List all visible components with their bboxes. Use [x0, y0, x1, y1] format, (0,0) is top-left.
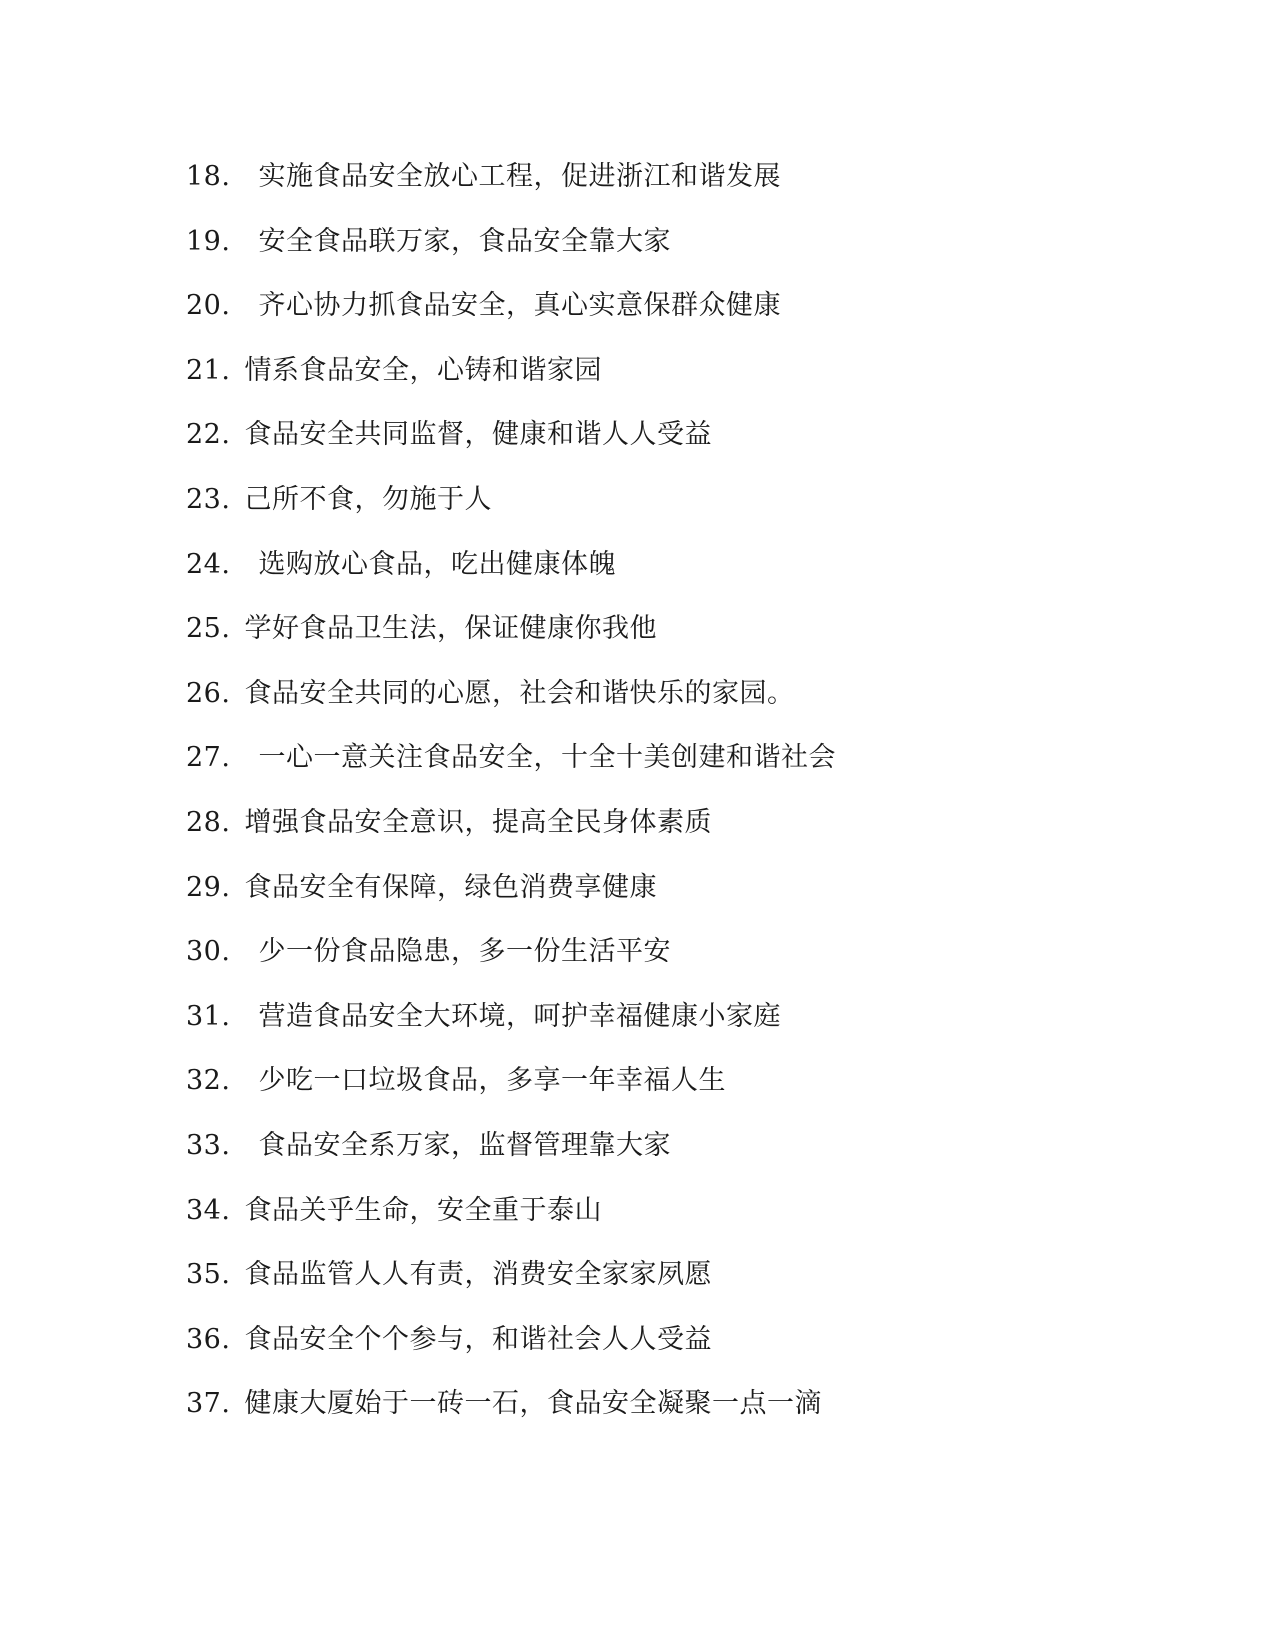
- list-item: [186, 1380, 1086, 1445]
- item-number: 18.: [186, 161, 231, 192]
- slogan-list: [186, 153, 1086, 1445]
- list-item: [186, 864, 1086, 929]
- item-text: 食品安全系万家，监督管理靠大家: [258, 1129, 671, 1161]
- list-item: [186, 670, 1086, 735]
- item-text: 食品监管人人有责，消费安全家家夙愿: [244, 1259, 712, 1291]
- item-number: 26.: [186, 677, 231, 709]
- item-text: 少一份食品隐患，多一份生活平安: [258, 936, 671, 968]
- item-text: 食品安全有保障，绿色消费享健康: [244, 871, 657, 903]
- item-number: 24.: [186, 548, 231, 580]
- item-text: 情系食品安全，心铸和谐家园: [244, 354, 602, 386]
- item-number: 30.: [186, 936, 231, 968]
- item-number: 28.: [186, 806, 231, 838]
- item-number: 29.: [186, 871, 231, 903]
- list-item: [186, 1316, 1086, 1381]
- list-item: [186, 153, 1086, 218]
- item-number: 23.: [186, 483, 231, 515]
- list-item: [186, 734, 1086, 799]
- list-item: [186, 1122, 1086, 1187]
- item-text: 己所不食，勿施于人: [244, 483, 492, 515]
- item-number: 22.: [186, 419, 231, 451]
- list-item: [186, 605, 1086, 670]
- list-item: [186, 1251, 1086, 1316]
- item-text: 齐心协力抓食品安全，真心实意保群众健康: [258, 290, 781, 322]
- item-text: 增强食品安全意识，提高全民身体素质: [244, 806, 712, 838]
- item-number: 25.: [186, 613, 231, 645]
- item-text: 安全食品联万家，食品安全靠大家: [258, 225, 671, 257]
- item-number: 20.: [186, 290, 231, 322]
- item-text: 健康大厦始于一砖一石，食品安全凝聚一点一滴: [244, 1388, 822, 1420]
- list-item: [186, 282, 1086, 347]
- item-text: 食品关乎生命，安全重于泰山: [244, 1194, 602, 1226]
- list-item: [186, 347, 1086, 412]
- item-number: 32.: [186, 1065, 231, 1097]
- item-number: 34.: [186, 1194, 231, 1226]
- item-text: 食品安全共同的心愿，社会和谐快乐的家园。: [244, 677, 795, 709]
- item-number: 37.: [186, 1388, 231, 1420]
- list-item: [186, 476, 1086, 541]
- item-text: 学好食品卫生法，保证健康你我他: [244, 613, 657, 645]
- list-item: [186, 411, 1086, 476]
- item-number: 19.: [186, 225, 231, 257]
- item-text: 营造食品安全大环境，呵护幸福健康小家庭: [258, 1000, 781, 1032]
- list-item: [186, 993, 1086, 1058]
- list-item: [186, 799, 1086, 864]
- item-text: 食品安全共同监督，健康和谐人人受益: [244, 419, 712, 451]
- item-text: 实施食品安全放心工程，促进浙江和谐发展: [258, 161, 781, 192]
- list-item: [186, 1187, 1086, 1252]
- list-item: [186, 541, 1086, 606]
- item-text: 一心一意关注食品安全，十全十美创建和谐社会: [258, 742, 836, 774]
- list-item: [186, 1057, 1086, 1122]
- list-item: [186, 218, 1086, 283]
- item-text: 选购放心食品，吃出健康体魄: [258, 548, 616, 580]
- item-number: 35.: [186, 1259, 231, 1291]
- item-number: 33.: [186, 1129, 231, 1161]
- item-number: 21.: [186, 354, 231, 386]
- item-number: 31.: [186, 1000, 231, 1032]
- item-text: 食品安全个个参与，和谐社会人人受益: [244, 1323, 712, 1355]
- item-text: 少吃一口垃圾食品，多享一年幸福人生: [258, 1065, 726, 1097]
- list-item: [186, 928, 1086, 993]
- item-number: 27.: [186, 742, 231, 774]
- item-number: 36.: [186, 1323, 231, 1355]
